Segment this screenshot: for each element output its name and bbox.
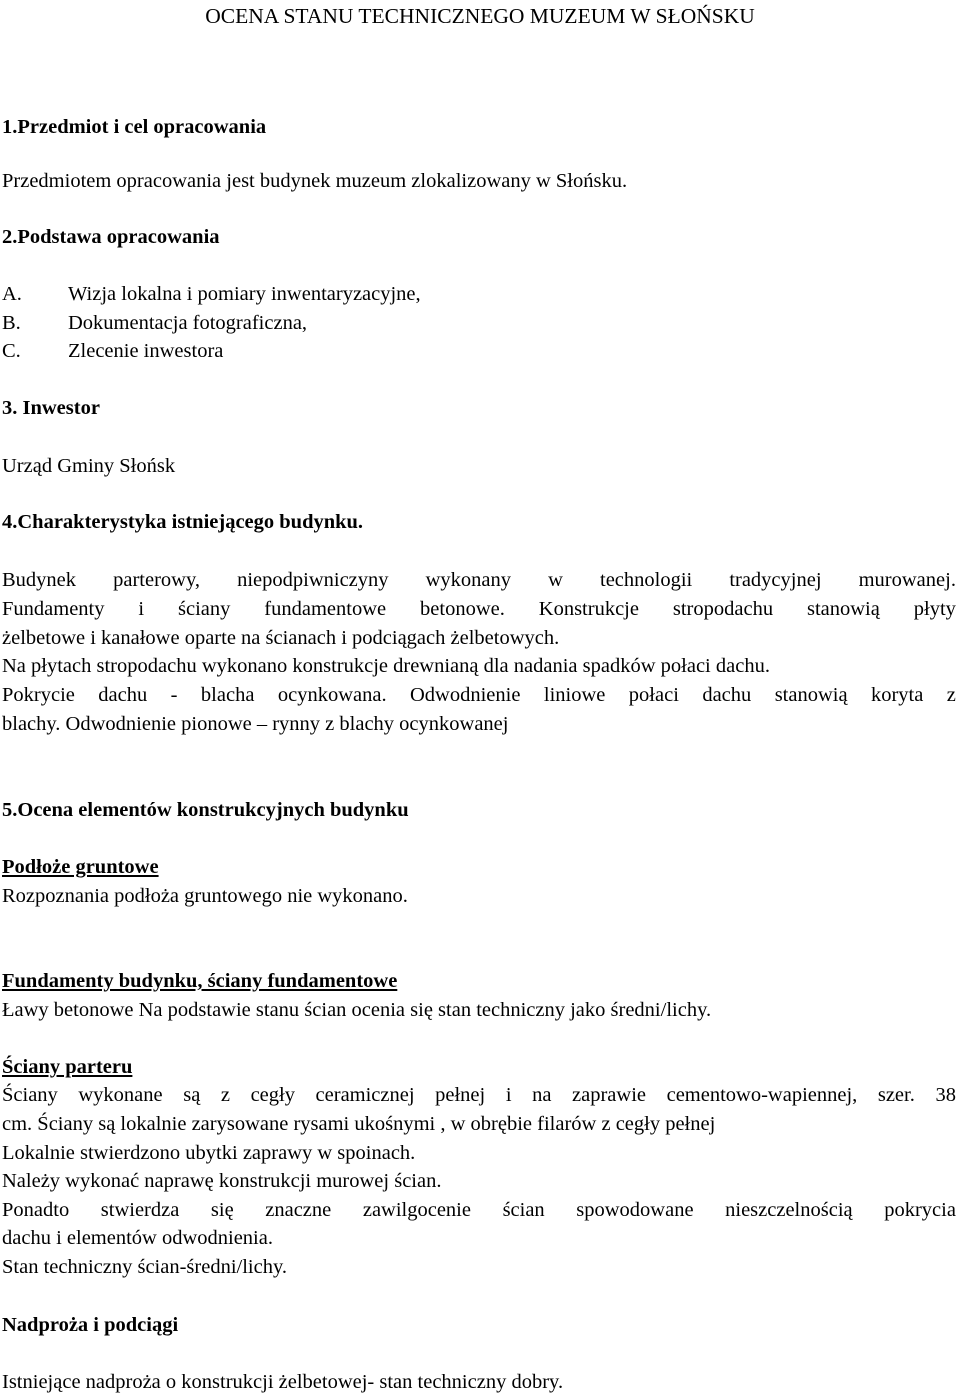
word: stanowią [806, 598, 880, 620]
word: i [138, 598, 145, 620]
word: spowodowane [576, 1199, 694, 1221]
ground-heading: Podłoże gruntowe [2, 856, 159, 878]
section-4-line-1 [2, 570, 956, 591]
walls-line-3: Lokalnie stwierdzono ubytki zaprawy w spoinach. [2, 1142, 416, 1164]
word: blacha [200, 684, 255, 706]
word: Budynek [2, 569, 77, 591]
section-3-heading: 3. Inwestor [2, 397, 100, 419]
word: się [210, 1199, 234, 1221]
ground-text: Rozpoznania podłoża gruntowego nie wykonano. [2, 885, 408, 907]
word: betonowe. [420, 598, 505, 620]
section-4-line-6: blachy. Odwodnienie pionowe – rynny z blachy ocynkowanej [2, 713, 509, 735]
list-item-marker: A. [2, 283, 22, 305]
section-4-line-5 [2, 685, 956, 706]
word: parterowy, [113, 569, 201, 591]
word: pokrycia [884, 1199, 956, 1221]
section-5-heading: 5.Ocena elementów konstrukcyjnych budynku [2, 799, 409, 821]
list-item-marker: C. [2, 340, 21, 362]
walls-line-2: cm. Ściany są lokalnie zarysowane rysami ukośnymi , w obrębie filarów z cegły pełnej [2, 1113, 716, 1135]
word: Odwodnienie [410, 684, 521, 706]
section-2-heading: 2.Podstawa opracowania [2, 226, 220, 248]
word: Ściany [2, 1084, 58, 1106]
word: i [505, 1084, 512, 1106]
word: w [548, 569, 563, 591]
lintels-text: Istniejące nadproża o konstrukcji żelbetowej- stan techniczny dobry. [2, 1371, 564, 1393]
list-item [2, 341, 223, 362]
list-item-text: Wizja lokalna i pomiary inwentaryzacyjne, [68, 283, 421, 305]
walls-heading: Ściany parteru [2, 1056, 133, 1078]
word: są [183, 1084, 201, 1106]
foundations-text: Ławy betonowe Na podstawie stanu ścian ocenia się stan techniczny jako średni/lichy. [2, 999, 712, 1021]
word: dachu [702, 684, 752, 706]
word: ocynkowana. [277, 684, 387, 706]
word: dachu [98, 684, 148, 706]
word: ścian [502, 1199, 545, 1221]
section-4-line-2 [2, 599, 956, 620]
word: płyty [913, 598, 956, 620]
list-item [2, 284, 421, 305]
word: cegły [250, 1084, 295, 1106]
word: zaprawie [572, 1084, 647, 1106]
word: nieszczelnością [725, 1199, 853, 1221]
word: na [532, 1084, 552, 1106]
list-item [2, 313, 307, 334]
word: 38 [935, 1084, 956, 1106]
word: tradycyjnej [729, 569, 822, 591]
walls-line-7: Stan techniczny ścian-średni/lichy. [2, 1256, 288, 1278]
walls-line-6: dachu i elementów odwodnienia. [2, 1227, 273, 1249]
walls-line-1 [2, 1085, 956, 1106]
walls-line-4: Należy wykonać naprawę konstrukcji murowej ścian. [2, 1170, 442, 1192]
word: liniowe [543, 684, 606, 706]
word: stropodachu [672, 598, 774, 620]
word: wykonane [78, 1084, 163, 1106]
word: połaci [628, 684, 679, 706]
word: ceramicznej [315, 1084, 415, 1106]
lintels-heading: Nadproża i podciągi [2, 1314, 179, 1336]
list-item-text: Zlecenie inwestora [68, 340, 224, 362]
word: murowanej. [858, 569, 956, 591]
section-1-heading: 1.Przedmiot i cel opracowania [2, 116, 267, 138]
word: Fundamenty [2, 598, 105, 620]
word: technologii [600, 569, 693, 591]
word: stanowią [774, 684, 848, 706]
section-4-line-3: żelbetowe i kanałowe oparte na ścianach i podciągach żelbetowych. [2, 627, 560, 649]
word: koryta [870, 684, 924, 706]
word: z [946, 684, 956, 706]
word: wykonany [425, 569, 512, 591]
word: niepodpiwniczyny [237, 569, 389, 591]
list-item-marker: B. [2, 312, 21, 334]
word: z [220, 1084, 230, 1106]
word: zawilgocenie [362, 1199, 471, 1221]
document-title: OCENA STANU TECHNICZNEGO MUZEUM W SŁOŃSKU [205, 4, 755, 28]
word: szer. [877, 1084, 915, 1106]
word: pełnej [435, 1084, 486, 1106]
word: stwierdza [100, 1199, 180, 1221]
section-4-heading: 4.Charakterystyka istniejącego budynku. [2, 511, 364, 533]
word: Pokrycie [2, 684, 75, 706]
word: fundamentowe [264, 598, 387, 620]
word: Ponadto [2, 1199, 70, 1221]
word: znaczne [265, 1199, 332, 1221]
word: cementowo-wapiennej, [666, 1084, 858, 1106]
section-4-line-4: Na płytach stropodachu wykonano konstrukcje drewnianą dla nadania spadków połaci dachu. [2, 655, 770, 677]
walls-line-5 [2, 1200, 956, 1221]
section-3-text: Urząd Gminy Słońsk [2, 455, 176, 477]
list-item-text: Dokumentacja fotograficzna, [68, 312, 308, 334]
section-1-text: Przedmiotem opracowania jest budynek muzeum zlokalizowany w Słońsku. [2, 170, 628, 192]
word: ściany [178, 598, 231, 620]
word: Konstrukcje [538, 598, 639, 620]
foundations-heading: Fundamenty budynku, ściany fundamentowe [2, 970, 398, 992]
word: - [170, 684, 178, 706]
